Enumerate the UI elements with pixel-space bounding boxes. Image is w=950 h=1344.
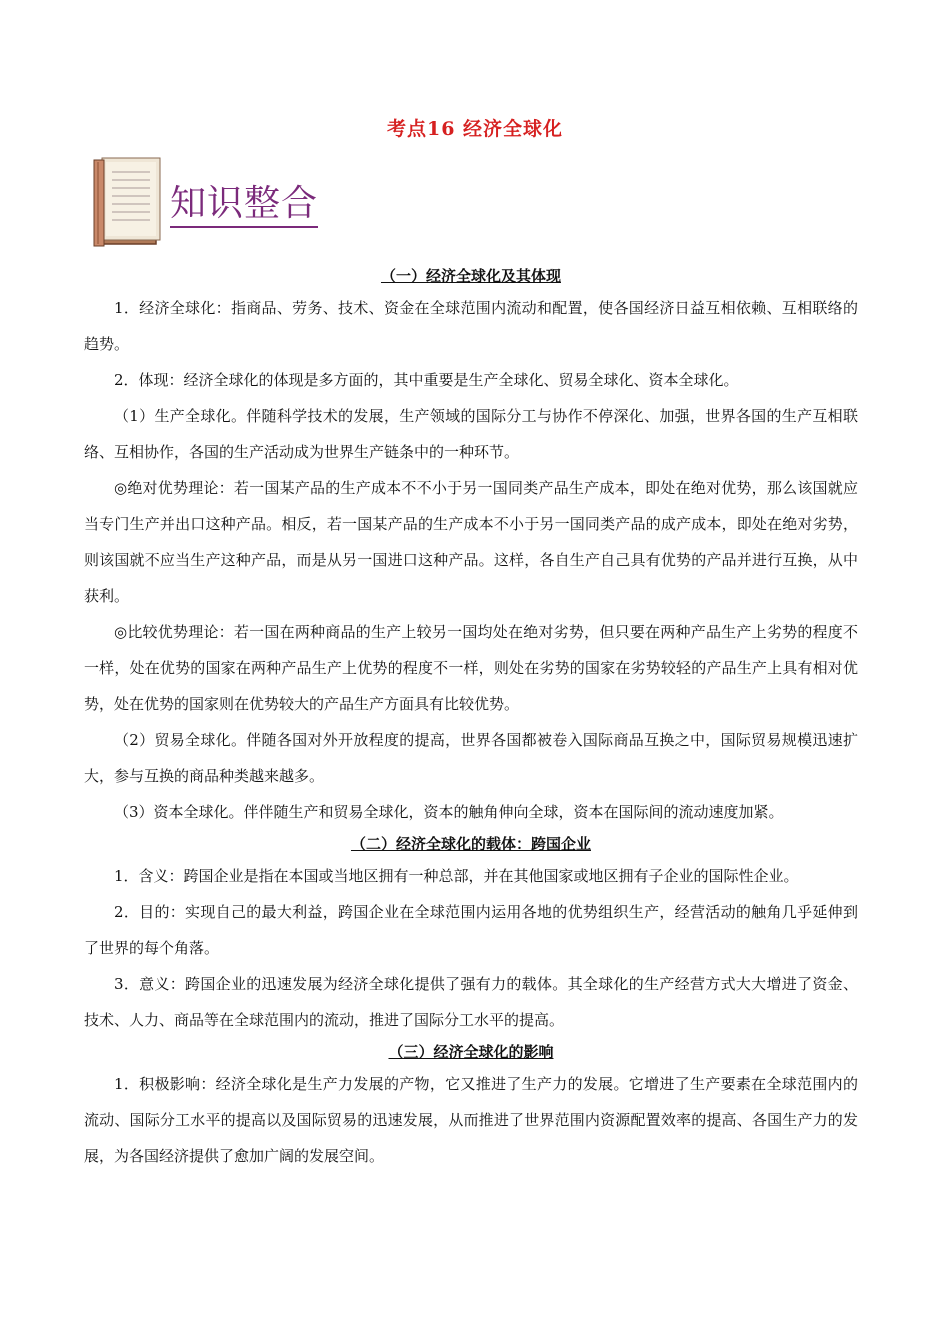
section-heading: （一）经济全球化及其体现: [380, 267, 561, 285]
document-body: [84, 262, 858, 1174]
paragraph: （1）生产全球化。伴随科学技术的发展，生产领域的国际分工与协作不停深化、加强，世界各国的生产互相联络、互相协作，各国的生产活动成为世界生产链条中的一种环节。: [84, 407, 858, 461]
paragraph: ◎绝对优势理论：若一国某产品的生产成本不不小于另一国同类产品生产成本，即处在绝对优势，那么该国就应当专门生产并出口这种产品。相反，若一国某产品的生产成本不小于另一国同类产品的成产成本，即处在绝对劣势，则该国就不应当生产这种产品，而是从另一国进口这种产品。这样，各自生产自己具有优势的产品并进行互换，从中获利。: [84, 479, 858, 605]
section-heading: （二）经济全球化的载体：跨国企业: [350, 835, 591, 853]
book-icon: [92, 156, 168, 248]
knowledge-banner: [92, 156, 332, 248]
paragraph: 1．含义：跨国企业是指在本国或当地区拥有一种总部，并在其他国家或地区拥有子企业的国际性企业。: [114, 867, 799, 885]
paragraph: 2．体现：经济全球化的体现是多方面的，其中重要是生产全球化、贸易全球化、资本全球化。: [114, 371, 739, 389]
paragraph: 2．目的：实现自己的最大利益，跨国企业在全球范围内运用各地的优势组织生产，经营活动的触角几乎延伸到了世界的每个角落。: [84, 903, 858, 957]
paragraph: 1．积极影响：经济全球化是生产力发展的产物，它又推进了生产力的发展。它增进了生产要素在全球范围内的流动、国际分工水平的提高以及国际贸易的迅速发展，从而推进了世界范围内资源配置效率的提高、各国生产力的发展，为各国经济提供了愈加广阔的发展空间。: [84, 1075, 858, 1165]
banner-label: 知识整合: [170, 182, 318, 228]
paragraph: （2）贸易全球化。伴随各国对外开放程度的提高，世界各国都被卷入国际商品互换之中，国际贸易规模迅速扩大，参与互换的商品种类越来越多。: [84, 731, 858, 785]
paragraph: （3）资本全球化。伴伴随生产和贸易全球化，资本的触角伸向全球，资本在国际间的流动速度加紧。: [114, 803, 784, 821]
paragraph: 1．经济全球化：指商品、劳务、技术、资金在全球范围内流动和配置，使各国经济日益互相依赖、互相联络的趋势。: [84, 299, 858, 353]
section-heading: （三）经济全球化的影响: [388, 1043, 554, 1061]
paragraph: ◎比较优势理论：若一国在两种商品的生产上较另一国均处在绝对劣势，但只要在两种产品生产上劣势的程度不一样，处在优势的国家在两种产品生产上优势的程度不一样，则处在劣势的国家在劣势较轻的产品生产上具有相对优势，处在优势的国家则在优势较大的产品生产方面具有比较优势。: [84, 623, 858, 713]
page-title: 考点16 经济全球化: [386, 118, 564, 140]
paragraph: 3．意义：跨国企业的迅速发展为经济全球化提供了强有力的载体。其全球化的生产经营方式大大增进了资金、技术、人力、商品等在全球范围内的流动，推进了国际分工水平的提高。: [84, 975, 858, 1029]
